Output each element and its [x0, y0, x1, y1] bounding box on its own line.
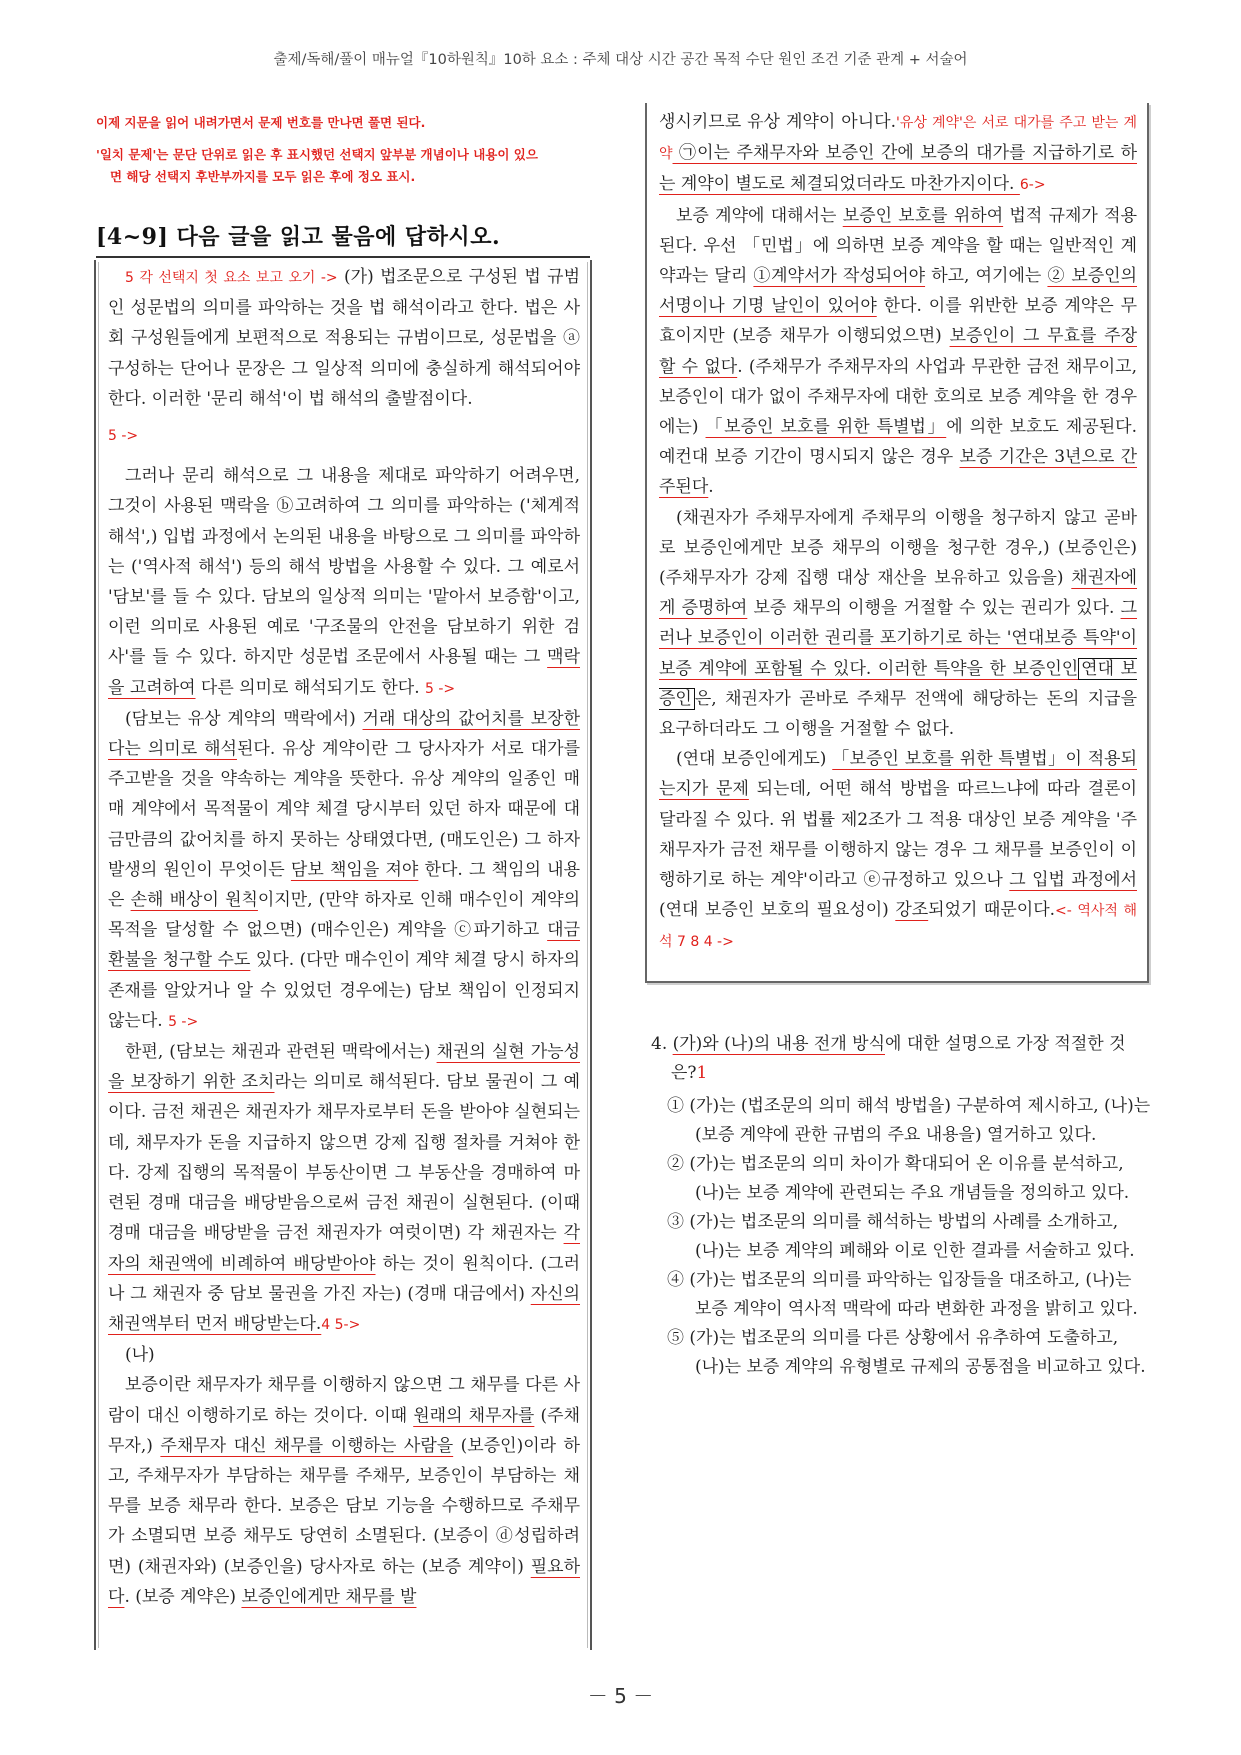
paragraph-ga-3: (담보는 유상 계약의 맥락에서) 거래 대상의 값어치를 보장한다는 의미로 해석된다. 유상 계약이란 그 당사자가 서로 대가를 주고받을 것을 약속하는 계약을 뜻한다. 유상 계약의 일종인 매매 계약에서 목적물이 계약 체결 당시부터 있던 하자 때문에 대금만큼의 값어치를 하지 못하는 상태였다면, (매도인은) 그 하자 발생의 원인이 무엇이든 담보 책임을 져야 한다. 그 책임의 내용은 손해 배상이 원칙이지만, (만약 하자로 인해 매수인이 계약의 목적을 달성할 수 없으면) (매수인은) 계약을 ⓒ파기하고 대금 환불을 청구할 수도 있다. (다만 매수인이 계약 체결 당시 하자의 존재를 알았거나 알 수 있었던 경우에는) 담보 책임이 인정되지 않는다. 5 ->	[108, 708, 581, 1031]
option-2[interactable]: ② (가)는 법조문의 의미 차이가 확대되어 온 이유를 분석하고, (나)는 보증 계약에 관련되는 주요 개념들을 정의하고 있다.	[667, 1154, 1130, 1203]
paragraph-ga-4: 한편, (담보는 채권과 관련된 맥락에서는) 채권의 실현 가능성을 보장하기 위한 조치라는 의미로 해석된다. 담보 물권이 그 예이다. 금전 채권은 채권자가 채무자로부터 돈을 받아야 실현되는데, 채무자가 돈을 지급하지 않으면 강제 집행 절차를 거쳐야 한다. 강제 집행의 목적물이 부동산이면 그 부동산을 경매하여 마련된 경매 대금을 배당받음으로써 금전 채권이 실현된다. (이때 경매 대금을 배당받을 금전 채권자가 여럿이면) 각 채권자는 각자의 채권액에 비례하여 배당받아야 하는 것이 원칙이다. (그러나 그 채권자 중 담보 물권을 가진 자는) (경매 대금에서) 자신의 채권액부터 먼저 배당받는다.4 5->	[108, 1042, 581, 1334]
paragraph-na-3: (채권자가 주채무자에게 주채무의 이행을 청구하지 않고 곧바로 보증인에게만 보증 채무의 이행을 청구한 경우,) (보증인은) (주채무자가 강제 집행 대상 재산을 보유하고 있음을) 채권자에게 증명하여 보증 채무의 이행을 거절할 수 있는 권리가 있다. 그러나 보증인이 이러한 권리를 포기하기로 하는 '연대보증 특약'이 보증 계약에 포함될 수 있다. 이러한 특약을 한 보증인인 연대 보증인 은, 채권자가 곧바로 주채무 전액에 해당하는 돈의 지급을 요구하더라도 그 이행을 거절할 수 없다.	[659, 507, 1137, 740]
option-3[interactable]: ③ (가)는 법조문의 의미를 해석하는 방법의 사례를 소개하고, (나)는 보증 계약의 폐해와 이로 인한 결과를 서술하고 있다.	[667, 1212, 1135, 1261]
handwritten-note-3: 면 해당 선택지 후반부까지를 모두 읽은 후에 정오 표시.	[110, 169, 416, 184]
paragraph-na-4: (연대 보증인에게도) 「보증인 보호를 위한 특별법」이 적용되는지가 문제 되는데, 어떤 해석 방법을 따르느냐에 따라 결론이 달라질 수 있다. 위 법률 제2조가 그 적용 대상인 보증 계약을 '주채무자가 금전 채무를 이행하지 않는 경우 그 채무를 보증인이 이행하기로 하는 계약'이라고 ⓔ규정하고 있으나 그 입법 과정에서 (연대 보증인 보호의 필요성이) 강조되었기 때문이다.<- 역사적 해석 7 8 4 ->	[659, 749, 1138, 951]
paragraph-ga-1	[108, 262, 580, 414]
annotation-note: 5 각 선택지 첫 요소 보고 오기 ->	[125, 270, 338, 286]
section-title: [4~9] 다음 글을 읽고 물음에 답하시오.	[96, 224, 501, 250]
passage-right-column	[659, 107, 1137, 958]
handwritten-note-2: '일치 문제'는 문단 단위로 읽은 후 표시했던 선택지 앞부분 개념이나 내용이 있으	[96, 147, 538, 162]
title-divider	[96, 256, 590, 258]
passage-left-column	[108, 262, 580, 1612]
question-stem: 4. (가)와 (나)의 내용 전개 방식에 대한 설명으로 가장 적절한 것은?1	[651, 1034, 1126, 1083]
answer-mark: 1	[696, 1063, 708, 1083]
annotation-arrow: 5 ->	[108, 428, 139, 445]
paragraph-ga-2: 그러나 문리 해석으로 그 내용을 제대로 파악하기 어려우면, 그것이 사용된 맥락을 ⓑ고려하여 그 의미를 파악하는 ('체계적 해석',) 입법 과정에서 논의된 내용을 바탕으로 그 의미를 파악하는 ('역사적 해석') 등의 해석 방법을 사용할 수 있다. 그 예로서 '담보'를 들 수 있다. 담보의 일상적 의미는 '맡아서 보증함'이고, 이런 의미로 사용된 예로 '구조물의 안전을 담보하기 위한 검사'를 들 수 있다. 하지만 성문법 조문에서 사용될 때는 그 맥락을 고려하여 다른 의미로 해석되기도 한다. 5 ->	[108, 466, 580, 698]
question-4	[651, 1030, 1151, 1382]
paragraph-na-label: (나)	[125, 1345, 155, 1366]
paragraph-na-2: 보증 계약에 대해서는 보증인 보호를 위하여 법적 규제가 적용된다. 우선 「민법」에 의하면 보증 계약을 할 때는 일반적인 계약과는 달리 ①계약서가 작성되어야 하고, 여기에는 ② 보증인의 서명이나 기명 날인이 있어야 한다. 이를 위반한 보증 계약은 무효이지만 (보증 채무가 이행되었으면) 보증인이 그 무효를 주장할 수 없다. (주채무가 주채무자의 사업과 무관한 금전 채무이고, 보증인이 대가 없이 주채무자에 대한 호의로 보증 계약을 한 경우에는) 「보증인 보호를 위한 특별법」에 의한 보호도 제공된다. 예컨대 보증 기간이 명시되지 않은 경우 보증 기간은 3년으로 간주된다.	[659, 205, 1138, 498]
handwritten-note-1: 이제 지문을 읽어 내려가면서 문제 번호를 만나면 풀면 된다.	[96, 115, 426, 130]
option-4[interactable]: ④ (가)는 법조문의 의미를 파악하는 입장들을 대조하고, (나)는 보증 계약이 역사적 맥락에 따라 변화한 과정을 밝히고 있다.	[667, 1270, 1138, 1319]
page-number: － 5 －	[587, 1684, 654, 1708]
option-5[interactable]: ⑤ (가)는 법조문의 의미를 다른 상황에서 유추하여 도출하고, (나)는 보증 계약의 유형별로 규제의 공통점을 비교하고 있다.	[667, 1328, 1146, 1377]
paragraph-na-1-cont: 생시키므로 유상 계약이 아니다.'유상 계약'은 서로 대가를 주고 받는 계약 ㉠이는 주채무자와 보증인 간에 보증의 대가를 지급하기로 하는 계약이 별도로 체결되었더라도 마찬가지이다. 6->	[659, 112, 1137, 195]
boxed-term: 연대 보증인	[659, 658, 1137, 709]
paragraph-na-1: 보증이란 채무자가 채무를 이행하지 않으면 그 채무를 다른 사람이 대신 이행하기로 하는 것이다. 이때 원래의 채무자를 (주채무자,) 주채무자 대신 채무를 이행하는 사람을 (보증인)이라 하고, 주채무자가 부담하는 채무를 주채무, 보증인이 부담하는 채무를 보증 채무라 한다. 보증은 담보 기능을 수행하므로 주채무가 소멸되면 보증 채무도 당연히 소멸된다. (보증이 ⓓ성립하려면) (채권자와) (보증인을) 당사자로 하는 (보증 계약이) 필요하다. (보증 계약은) 보증인에게만 채무를 발	[108, 1375, 581, 1607]
paragraph-text: (가) 법조문으로 구성된 법 규범인 성문법의 의미를 파악하는 것을 법 해석이라고 한다. 법은 사회 구성원들에게 보편적으로 적용되는 규범이므로, 성문법을 ⓐ구성하는 단어나 문장은 그 일상적 의미에 충실하게 해석되어야 한다. 이러한 '문리 해석'이 법 해석의 출발점이다.	[108, 267, 581, 409]
option-1[interactable]: ① (가)는 (법조문의 의미 해석 방법을) 구분하여 제시하고, (나)는 (보증 계약에 관한 규범의 주요 내용을) 열거하고 있다.	[667, 1096, 1151, 1145]
page-header: 출제/독해/풀이 매뉴얼『10하원칙』10하 요소 : 주체 대상 시간 공간 목적 수단 원인 조건 기준 관계 + 서술어	[273, 52, 968, 68]
